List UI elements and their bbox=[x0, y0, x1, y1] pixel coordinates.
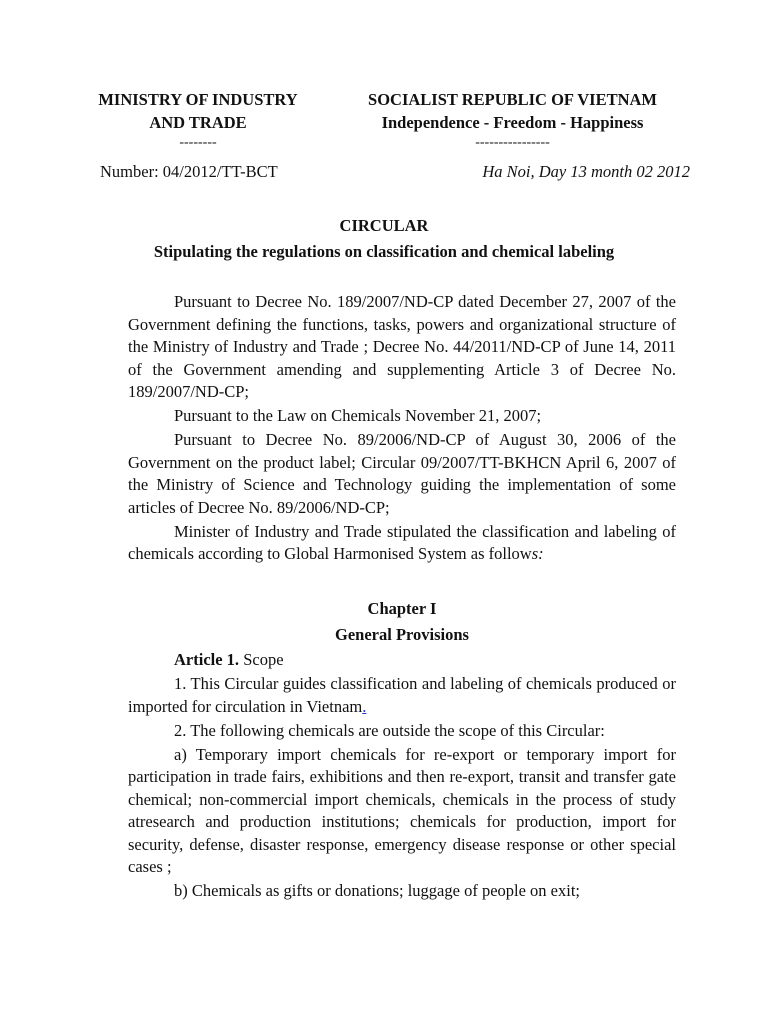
preamble bbox=[128, 291, 676, 567]
preamble-paragraph: Pursuant to Decree No. 189/2007/ND-CP dated December 27, 2007 of the Government defining the functions, tasks, powers and organizational structure of the Ministry of Industry and Trade ; Decree No. 44/2011/ND-CP of June 14, 2011 of the Government amending and supplementing Article 3 of Decree No. 189/2007/ND-CP; bbox=[128, 292, 676, 401]
footnote-link[interactable]: . bbox=[362, 696, 367, 716]
issuer-line-2: AND TRADE bbox=[149, 113, 247, 132]
document-type: CIRCULAR bbox=[339, 216, 429, 235]
document-date: Ha Noi, Day 13 month 02 2012 bbox=[482, 162, 690, 181]
article-subitem: b) Chemicals as gifts or donations; luggage of people on exit; bbox=[174, 881, 580, 900]
national-motto: Independence - Freedom - Happiness bbox=[381, 113, 644, 132]
country-name: SOCIALIST REPUBLIC OF VIETNAM bbox=[368, 90, 657, 109]
article-heading bbox=[128, 649, 676, 672]
article-title: Scope bbox=[239, 650, 284, 669]
preamble-paragraph bbox=[128, 521, 676, 566]
article-item bbox=[128, 673, 676, 718]
document-subtitle: Stipulating the regulations on classification and chemical labeling bbox=[153, 242, 615, 261]
issuer-divider: -------- bbox=[179, 135, 217, 150]
article-item-text: 1. This Circular guides classification and labeling of chemicals produced or imported for circulation in Vietnam bbox=[128, 674, 676, 716]
motto-divider: ---------------- bbox=[475, 135, 550, 150]
chapter-number: Chapter I bbox=[367, 599, 437, 618]
article-item: 2. The following chemicals are outside the scope of this Circular: bbox=[174, 720, 605, 740]
preamble-paragraph-text: Minister of Industry and Trade stipulated the classification and labeling of chemicals according to Global Harmonised System as follow bbox=[128, 521, 676, 563]
issuer-block bbox=[78, 88, 318, 152]
article-subitem: a) Temporary import chemicals for re-export or temporary import for participation in trade fairs, exhibitions and then re-export, transit and transfer gate chemical; non-commercial import chemicals, chemicals in the process of study atresearch and production institutions; chemicals for production, import for security, defense, disaster response, emergency disease response or other special cases ; bbox=[128, 744, 676, 876]
national-title-block bbox=[350, 88, 675, 152]
article-label: Article 1. bbox=[174, 650, 240, 669]
preamble-paragraph: Pursuant to Decree No. 89/2006/ND-CP of August 30, 2006 of the Government on the product label; Circular 09/2007/TT-BKHCN April 6, 2007 of the Ministry of Science and Technology guiding the implementation of some articles of Decree No. 89/2006/ND-CP; bbox=[128, 430, 676, 517]
preamble-paragraph: Pursuant to the Law on Chemicals November 21, 2007; bbox=[174, 406, 542, 425]
document-number: Number: 04/2012/TT-BCT bbox=[100, 162, 278, 181]
issuer-line-1: MINISTRY OF INDUSTRY bbox=[98, 90, 298, 109]
chapter-title: General Provisions bbox=[335, 624, 469, 644]
chapter-section bbox=[128, 598, 676, 904]
preamble-paragraph-end: s: bbox=[531, 544, 544, 563]
